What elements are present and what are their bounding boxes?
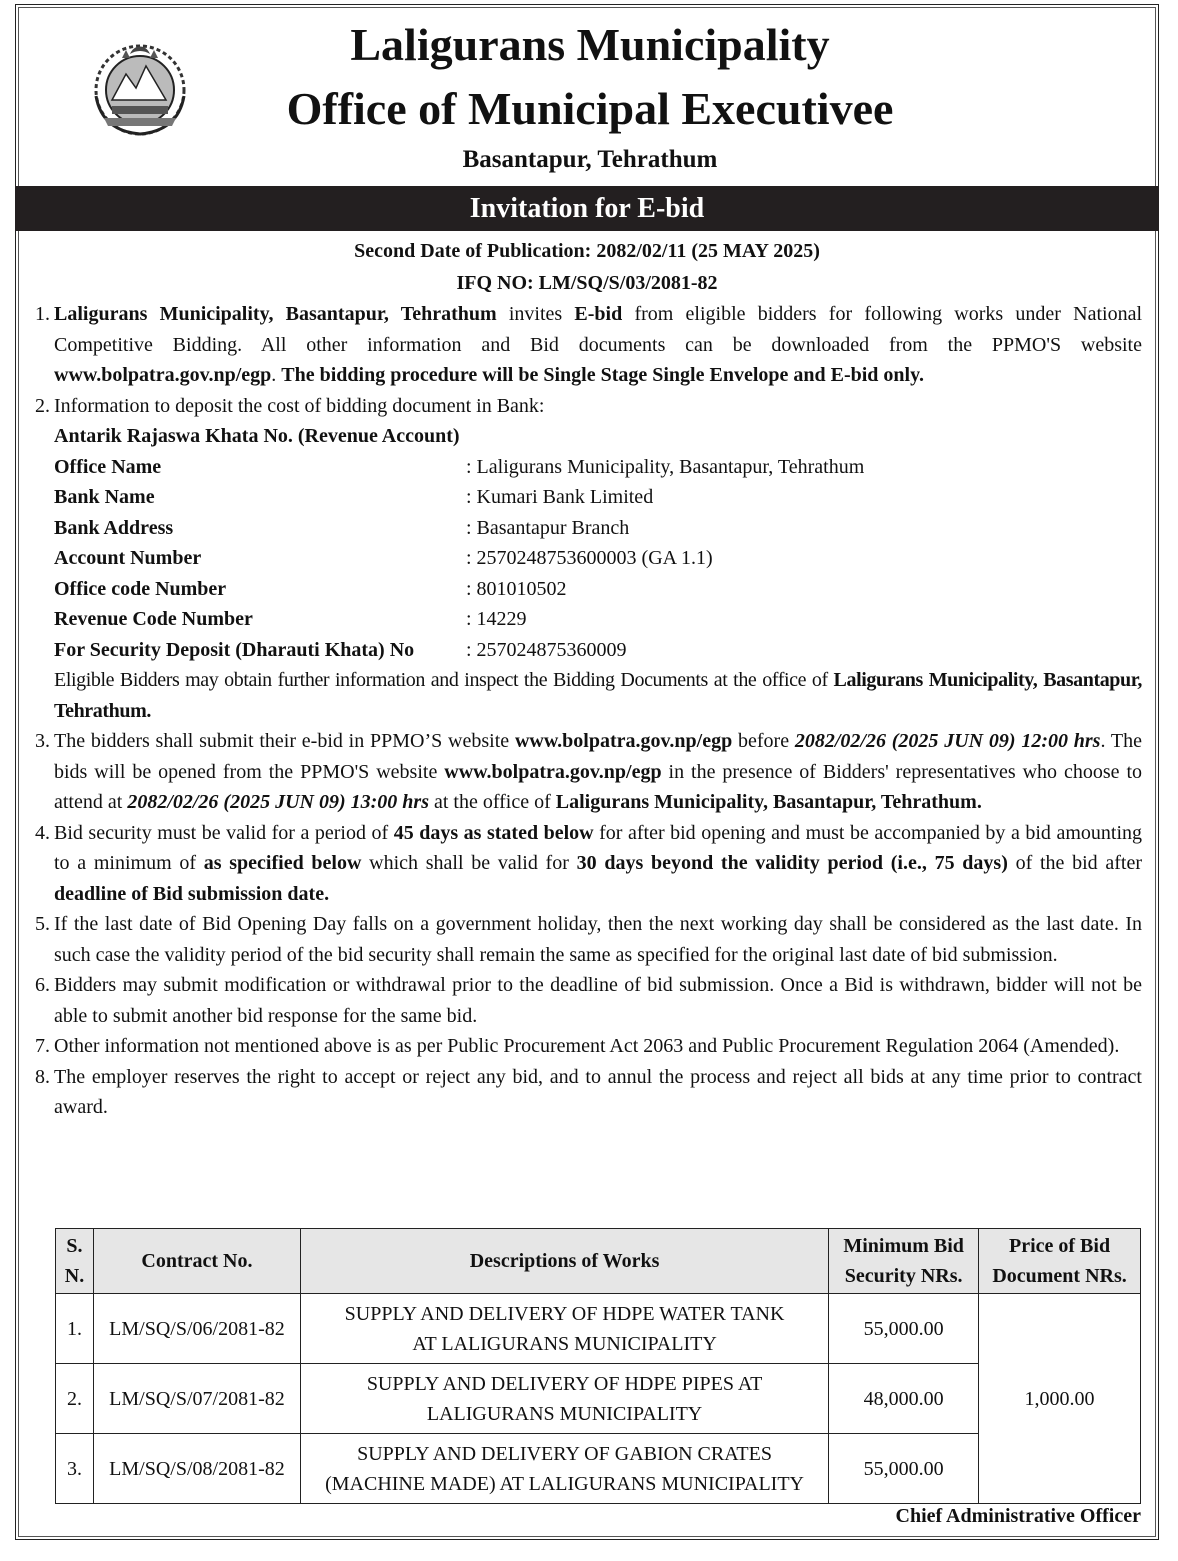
account-heading: Antarik Rajaswa Khata No. (Revenue Account)	[54, 425, 460, 447]
cell-contract: LM/SQ/S/06/2081-82	[93, 1294, 300, 1364]
table-row	[56, 1294, 1141, 1364]
cell-contract: LM/SQ/S/07/2081-82	[93, 1364, 300, 1434]
list-item: 6. Bidders may submit modification or withdrawal prior to the deadline of bid submission. Once a Bid is withdrawn, bidder will not be able to submit another bid response for the same bid.	[35, 974, 1142, 1027]
header-security: Minimum Bid Security NRs.	[829, 1229, 979, 1294]
list-item: 5. If the last date of Bid Opening Day falls on a government holiday, then the next working day shall be considered as the last date. In such case the validity period of the bid security shall remain the same as specified for the original last date of bid submission.	[35, 913, 1142, 966]
cell-sn: 3.	[56, 1434, 94, 1504]
cell-security: 55,000.00	[829, 1294, 979, 1364]
cell-description: SUPPLY AND DELIVERY OF HDPE PIPES AT LALIGURANS MUNICIPALITY	[300, 1364, 828, 1434]
list-item: 8. The employer reserves the right to accept or reject any bid, and to annul the process and reject all bids at any time prior to contract award.	[35, 1065, 1142, 1118]
cell-contract: LM/SQ/S/08/2081-82	[93, 1434, 300, 1504]
table-row	[56, 1364, 1141, 1434]
website-link[interactable]: www.bolpatra.gov.np/egp	[444, 760, 662, 783]
website-link[interactable]: www.bolpatra.gov.np/egp	[54, 364, 272, 386]
list-item: 4. Bid security must be valid for a period of 45 days as stated below for after bid opening and must be accompanied by a bid amounting to a minimum of as specified below which shall be valid for 30 days beyond the validity period (i.e., 75 days) of the bid after deadline of Bid submission date.	[35, 821, 1143, 905]
header-contract: Contract No.	[93, 1229, 300, 1294]
invitation-banner: Invitation for E-bid	[15, 186, 1159, 231]
bank-row: Bank Address : Basantapur Branch	[54, 516, 630, 539]
header-description: Descriptions of Works	[300, 1229, 828, 1294]
cell-sn: 2.	[56, 1364, 94, 1434]
cell-sn: 1.	[56, 1294, 94, 1364]
ifq-number: IFQ NO: LM/SQ/S/03/2081-82	[456, 272, 718, 294]
bank-row: Bank Name : Kumari Bank Limited	[54, 486, 654, 508]
bank-row: Office code Number : 801010502	[54, 577, 567, 600]
list-item: 7. Other information not mentioned above is as per Public Procurement Act 2063 and Public Procurement Regulation 2064 (Amended).	[35, 1035, 1120, 1057]
location-subtitle: Basantapur, Tehrathum	[462, 146, 718, 173]
works-table	[55, 1228, 1141, 1504]
cell-description: SUPPLY AND DELIVERY OF GABION CRATES (MACHINE MADE) AT LALIGURANS MUNICIPALITY	[300, 1434, 828, 1504]
eligible-bidders-note: Eligible Bidders may obtain further information and inspect the Bidding Documents at the office of Laligurans Municipality, Basantapur, Tehrathum.	[54, 669, 1142, 722]
bank-row: Account Number : 2570248753600003 (GA 1.1)	[54, 547, 713, 569]
cell-price: 1,000.00	[979, 1294, 1141, 1504]
list-item: 3. The bidders shall submit their e-bid in PPMO’S website www.bolpatra.gov.np/egp before 2082/02/26 (2025 JUN 09) 12:00 hrs. The bids will be opened from the PPMO'S website www.bolpatra.gov.np/egp in the presence of Bidders' representatives who choose to attend at 2082/02/26 (2025 JUN 09) 13:00 hrs at the office of Laligurans Municipality, Basantapur, Tehrathum.	[35, 730, 1143, 813]
header-sn: S. N.	[56, 1229, 94, 1294]
list-item: 2. Information to deposit the cost of bidding document in Bank:	[35, 394, 545, 417]
signature-line: Chief Administrative Officer	[895, 1505, 1141, 1527]
municipality-title: Laligurans Municipality	[350, 19, 830, 70]
list-item: 1. Laligurans Municipality, Basantapur, Tehrathum invites E-bid from eligible bidders for following works under National Competitive Bidding. All other information and Bid documents can be downloaded from the PPMO'S website www.bolpatra.gov.np/egp. The bidding procedure will be Single Stage Single Envelope and E-bid only.	[35, 303, 1142, 386]
government-emblem-icon	[82, 36, 198, 140]
table-row	[56, 1434, 1141, 1504]
bank-row: Revenue Code Number : 14229	[54, 608, 527, 630]
notice-body	[22, 299, 1142, 1123]
header-price: Price of Bid Document NRs.	[979, 1229, 1141, 1294]
publication-date: Second Date of Publication: 2082/02/11 (25 MAY 2025)	[354, 240, 820, 262]
table-header-row	[56, 1229, 1141, 1294]
website-link[interactable]: www.bolpatra.gov.np/egp	[514, 730, 733, 752]
cell-description: SUPPLY AND DELIVERY OF HDPE WATER TANK AT LALIGURANS MUNICIPALITY	[300, 1294, 828, 1364]
bank-row: For Security Deposit (Dharauti Khata) No : 257024875360009	[54, 638, 627, 661]
bank-row: Office Name : Laligurans Municipality, Basantapur, Tehrathum	[54, 455, 865, 478]
cell-security: 55,000.00	[829, 1434, 979, 1504]
cell-security: 48,000.00	[829, 1364, 979, 1434]
office-title: Office of Municipal Executivee	[286, 83, 894, 134]
